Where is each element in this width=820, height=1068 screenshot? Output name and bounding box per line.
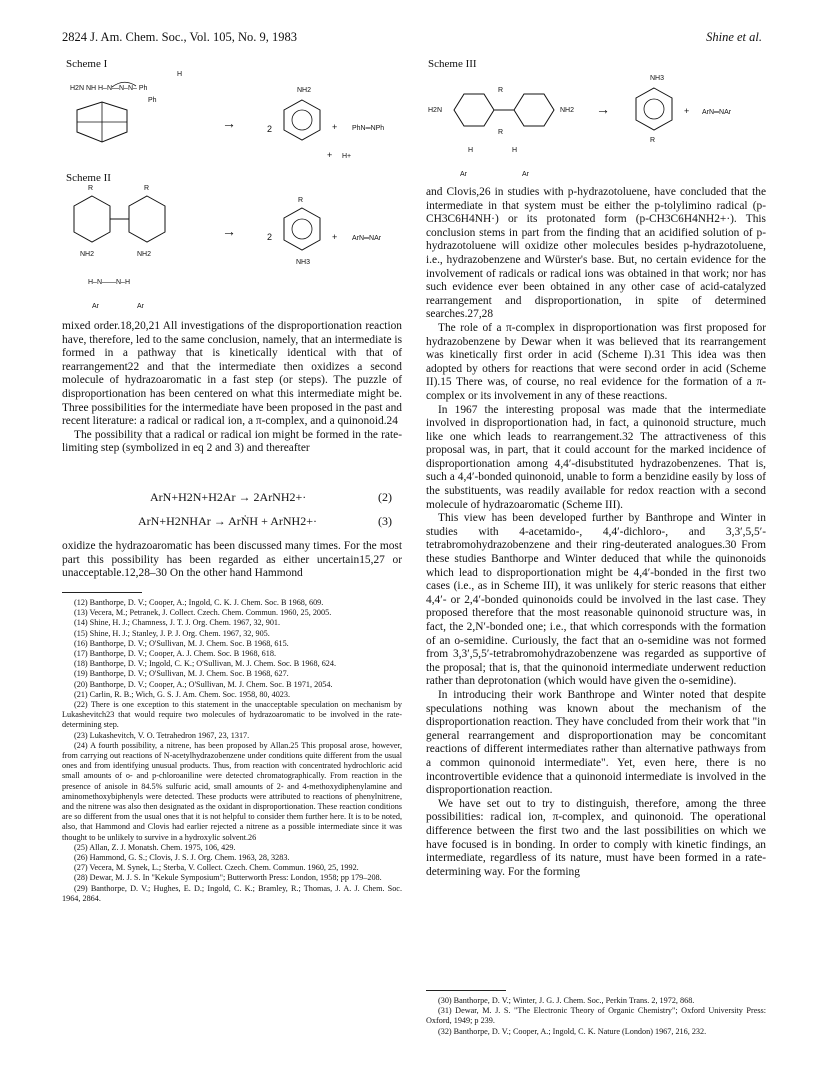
s3-ar1: Ar (460, 171, 467, 178)
footnote-item: (12) Banthorpe, D. V.; Cooper, A.; Ingold, C. K. J. Chem. Soc. B 1968, 609. (74, 598, 324, 607)
right-paragraph-5: In introducing their work Banthrope and Winter noted that despite speculations nothing was known about the mechanism of the disproportionation reaction. They have concluded from their work that "in general rearrangement and disproportionation may be concomitant reactions of different intermediates rather than alternative pathways from a common quinonoid intermediate". Yet, even here, there is no incontrovertible evidence that a quinonoid intermediate is involved in the disproportionation reaction. (426, 688, 766, 797)
footnote-item: (23) Lukashevitch, V. O. Tetrahedron 1967, 23, 1317. (74, 730, 250, 740)
footnote-item: (17) Banthorpe, D. V.; Cooper, A. J. Chem. Soc. B 1968, 618. (74, 649, 277, 659)
s1-ph-sub: Ph (148, 97, 157, 104)
footnote-item: (30) Banthorpe, D. V.; Winter, J. G. J. Chem. Soc., Perkin Trans. 2, 1972, 868. (438, 996, 695, 1005)
s2-nh2-b: NH2 (137, 251, 152, 258)
right-column-body (426, 186, 766, 879)
s1-hplus: H+ (342, 153, 352, 160)
right-paragraph-4: This view has been developed further by Banthrope and Winter in studies with 4-acetamido-, 4,4′-dichloro-, and 3,3′,5,5′-tetrabromohydrazobenzene and their ring-deuterated analogues.30 From these studies Banthorpe and Winter deduced that while the quinonoids which lead to disproportionation might be 4,4′-bonded in the first two cases (i.e., as in Scheme III), it was unlikely for steric reasons that either 4,4′- or 2,4′-bonded quinonoids could be involved in the last case. They proposed therefore that the most reasonable quinonoid structure was, in fact, the 2,N′-bonded one; i.e., that which corresponds with the formation of an o-semidine. Curiously, the fact that an o-semidine was not formed from 3,3′,5,5′-tetrabromohydrazobenzene was regarded as supportive of the proposal; that is, that the quinonoid intermediate underwent reduction rather than deprotonation (which would have given the o-semidine). (426, 512, 766, 688)
scheme-1-label: Scheme I (66, 58, 108, 70)
s2-nh3: NH3 (296, 259, 311, 266)
equation-3-number: (3) (378, 514, 392, 528)
footnote-item: (26) Hammond, G. S.; Clovis, J. S. J. Org. Chem. 1963, 28, 3283. (74, 853, 290, 863)
right-paragraph-1: and Clovis,26 in studies with p-hydrazotoluene, have concluded that the intermediate in that system must be either the p-tolylimino radical (p-CH3C6H4NH·) or its protonated form (p-CH3C6H4NH2+·). This conclusion stems in part from the finding that an acidified solution of p-hydrazotoluene will oxidize other molecules besides p-hydrazotoluene, i.e., hydrazobenzene and Würster's base. But, no certain evidence for the involvement of radicals or radical ions was obtained in that work; nor has such evidence ever been obtained in any other case of acid-catalyzed rearrangement and disproportionation, in spite of determined searches.27,28 (426, 186, 766, 321)
footnote-item: (24) A fourth possibility, a nitrene, has been proposed by Allan.25 This proposal arose, however, from carrying out reactions of N-acetylhydrazobenzene under conditions quite different from the usual ones and from identifying unusual products. Thus, from reaction with concentrated hydrochloric acid small amounts of o- and p-chloroaniline were detected chromatographically. From reaction in the presence of anisole in 84.5% sulfuric acid, small amounts of 2- and 4-methoxydiphenylamine and aminomethoxybiphenyls were detected. These products were attributed to reactions of phenylnitrene, and the nitrene was also then designated as the oxidant in disproportionation. These reaction conditions are so different from the usual ones that it is not helpful to consider them further here. It is to be noted, also, that Hammond and Clovis had earlier rejected a nitrene as a possible intermediate since it was thought to be unlikely to survive in a hydroxylic solvent.26 (62, 740, 402, 842)
s3-r3: R (650, 137, 656, 144)
s2-r2: R (144, 185, 150, 192)
s2-r1: R (88, 185, 94, 192)
s3-r1: R (498, 87, 504, 94)
scheme-3-diagram (428, 70, 768, 178)
footnote-item: (32) Banthorpe, D. V.; Cooper, A.; Ingold, C. K. Nature (London) 1967, 216, 232. (438, 1026, 707, 1036)
footnote-item: (18) Banthorpe, D. V.; Ingold, C. K.; O'Sullivan, M. J. Chem. Soc. B 1968, 624. (74, 659, 337, 669)
left-paragraph-1: mixed order.18,20,21 All investigations of the disproportionation reaction have, therefore, led to the same conclusion, namely, that an intermediate is formed in a pathway that is kinetically identical with that of rearrangement22 and that the intermediate then oxidizes a second molecule of hydrazoaromatic in a fast step (or steps). The puzzle of disproportionation has been centered on what this intermediate might be. Three possibilities for the intermediate have been proposed in the past and recent literature: a radical or radical ion, a π-complex, and a quinonoid.24 (62, 320, 402, 428)
s1-reaction-arrow: → (222, 115, 236, 131)
running-header-left: 2824 J. Am. Chem. Soc., Vol. 105, No. 9, 1983 (62, 30, 297, 44)
s3-nh3: NH3 (650, 75, 665, 82)
s2-nh2-a: NH2 (80, 251, 95, 258)
s2-ring-right (129, 196, 165, 242)
s3-ring-left (454, 94, 494, 126)
s3-h2: H (512, 147, 518, 154)
footnote-item: (13) Vecera, M.; Petranek, J. Collect. Czech. Chem. Commun. 1960, 25, 2005. (74, 608, 332, 618)
s2-ring-left (74, 196, 110, 242)
s2-azo: ArN═NAr (352, 235, 382, 242)
s1-product-ring (284, 100, 320, 140)
s1-chain: H2N NH H–N—N–N– Ph (70, 85, 148, 92)
scheme-3-label: Scheme III (428, 58, 477, 70)
right-paragraph-2: The role of a π-complex in disproportionation was first proposed for hydrazobenzene by Dewar when it was believed that its rearrangement was kinetically first order in acid (Scheme I).31 This idea was then adopted by others for reactions that were second order in acid (Scheme II).15 There was, of course, no real evidence for the formation of a π-complex or its involvement in any of these reactions. (426, 321, 766, 402)
footnote-item: (31) Dewar, M. J. S. "The Electronic Theory of Organic Chemistry"; Oxford University Press: Oxford, 1949; p 239. (426, 1006, 766, 1026)
s1-coefficient: 2 (267, 124, 273, 134)
s2-ar2: Ar (137, 303, 144, 310)
footnote-item: (14) Shine, H. J.; Chamness, J. T. J. Org. Chem. 1967, 32, 901. (74, 618, 281, 628)
footnote-item: (15) Shine, H. J.; Stanley, J. P. J. Org. Chem. 1967, 32, 905. (74, 628, 270, 638)
right-footnote-rule (426, 990, 506, 991)
s1-h-top: H (177, 71, 183, 78)
left-paragraph-3: oxidize the hydrazoaromatic has been discussed many times. For the most part this possibility has been regarded as either uncertain15,27 or unacceptable.12,28–30 On the other hand Hammond (62, 540, 402, 580)
footnote-item: (29) Banthorpe, D. V.; Hughes, E. D.; Ingold, C. K.; Bramley, R.; Thomas, J. A. J. Chem. Soc. 1964, 2864. (62, 883, 402, 903)
equation-2-number: (2) (378, 490, 392, 504)
s2-product-ring (284, 208, 320, 250)
left-footnotes (62, 598, 402, 904)
equation-2: ArN+H2N+H2Ar → 2ArNH2+· (150, 490, 307, 504)
s3-h1: H (468, 147, 474, 154)
s2-reaction-arrow: → (222, 223, 236, 239)
scheme-1-diagram (62, 70, 422, 170)
s2-ar1: Ar (92, 303, 99, 310)
s3-r2: R (498, 129, 504, 136)
scheme-2-diagram (62, 184, 422, 312)
s2-hydrazine: H–N——N–H (88, 279, 131, 286)
right-paragraph-6: We have set out to try to distinguish, therefore, among the three possibilities: radical ion, π-complex, and quinonoid. The operational difference between the first two and the last possibilities on which we have focused is in bonding. In order to comply with kinetic findings, an intermediate, regardless of its nature, must have been formed in a rate-determining way. For the forming (426, 797, 766, 878)
s1-azo: PhN═NPh (352, 125, 385, 132)
equation-3: ArN+H2NHAr → ArṄH + ArNH2+· (138, 514, 317, 528)
s2-r3: R (298, 197, 304, 204)
s1-plus-2: + (327, 150, 333, 160)
footnote-item: (22) There is one exception to this statement in the unacceptable speculation on mechanism by Lukashevitch23 that would require two molecules of hydrazoaromatic to be involved in the rate-determining step. (62, 700, 402, 730)
right-paragraph-3: In 1967 the interesting proposal was made that the intermediate involved in disproportionation had, in fact, a quinonoid structure, much like one which leads to rearrangement.32 The attractiveness of this proposal was, in part, that it could account for the marked incidence of disproportionation among 4,4′-disubstituted hydrazobenzenes. That is, such a 4,4′-bonded quinonoid, unable to form a benzidine easily by loss of the substituents, was readily available for redox reaction with a second molecule of hydrazoaromatic (Scheme III). (426, 403, 766, 511)
s2-plus: + (332, 232, 338, 242)
s3-azo: ArN═NAr (702, 109, 732, 116)
scheme-2-label: Scheme II (66, 172, 111, 184)
footnote-item: (28) Dewar, M. J. S. In "Kekule Symposium"; Butterworth Press: London, 1958; pp 179–208. (74, 873, 382, 883)
right-footnotes (426, 996, 766, 1037)
footnote-item: (27) Vecera, M. Synek, L.; Sterba, V. Collect. Czech. Chem. Commun. 1960, 25, 1992. (74, 863, 359, 873)
s3-product-ring (636, 88, 672, 130)
left-footnote-rule (62, 592, 142, 593)
s3-plus: + (684, 106, 690, 116)
footnote-item: (21) Carlin, R. B.; Wich, G. S. J. Am. Chem. Soc. 1958, 80, 4023. (74, 689, 291, 699)
s1-plus-1: + (332, 122, 338, 132)
footnote-item: (16) Banthorpe, D. V.; O'Sullivan, M. J. Chem. Soc. B 1968, 615. (74, 638, 289, 648)
left-column-body-cont (62, 540, 402, 581)
s2-coefficient: 2 (267, 232, 273, 242)
footnote-item: (19) Banthorpe, D. V.; O'Sullivan, M. J. Chem. Soc. B 1968, 627. (74, 669, 289, 679)
s3-ar2: Ar (522, 171, 529, 178)
s3-ring-right (514, 94, 554, 126)
footnote-item: (25) Allan, Z. J. Monatsh. Chem. 1975, 106, 429. (74, 842, 236, 852)
s3-nh2: NH2 (560, 107, 575, 114)
s3-h2n: H2N (428, 107, 443, 114)
s3-reaction-arrow: → (596, 101, 610, 117)
footnote-item: (20) Banthorpe, D. V.; Cooper, A.; O'Sullivan, M. J. Chem. Soc. B 1971, 2054. (74, 679, 333, 689)
s1-nh2: NH2 (297, 87, 312, 94)
left-column-body (62, 320, 402, 456)
left-paragraph-2: The possibility that a radical or radical ion might be formed in the rate-limiting step (symbolized in eq 2 and 3) and thereafter (62, 428, 402, 455)
running-header-right: Shine et al. (706, 30, 762, 44)
